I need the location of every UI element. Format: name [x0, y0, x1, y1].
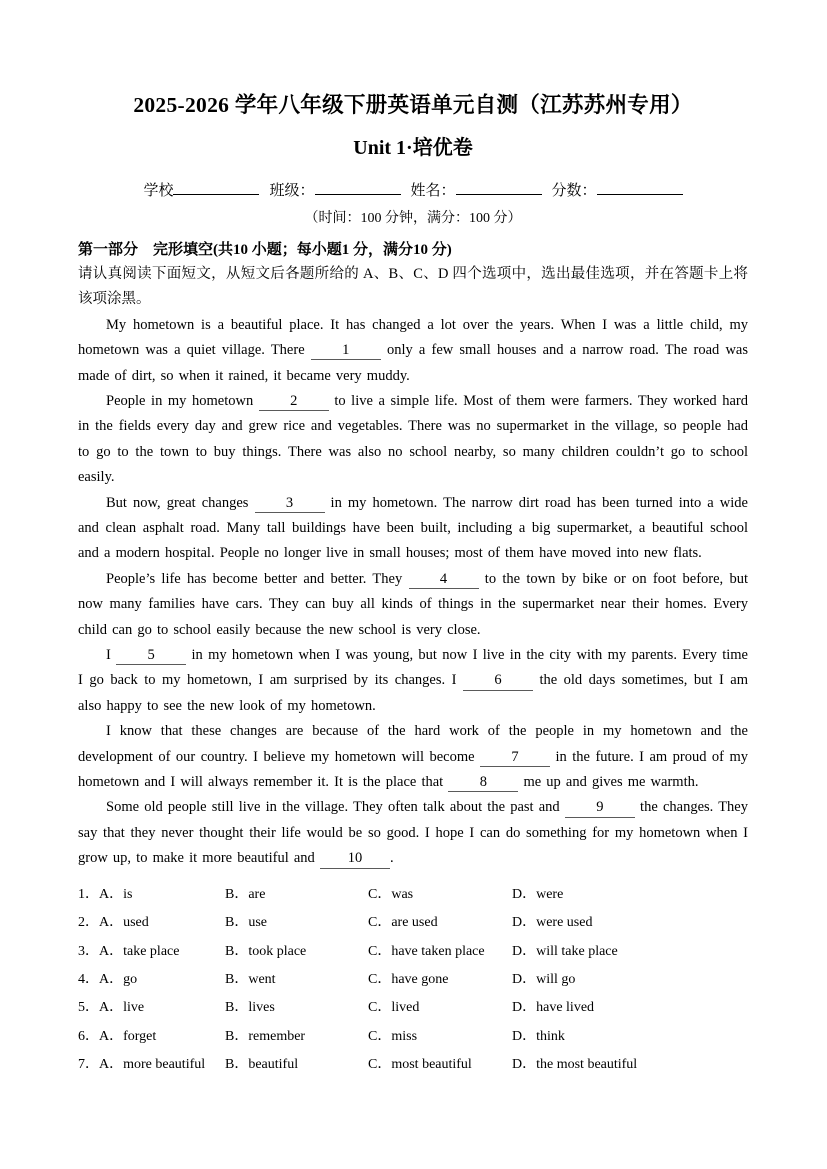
form-field-blank [173, 179, 259, 195]
question-row-1 [78, 879, 748, 907]
form-field [411, 179, 542, 200]
question-1-option-a: 1．A．is [78, 886, 133, 902]
cloze-blank-5: 5 [116, 647, 186, 665]
question-4-option-b: B．went [225, 971, 276, 987]
question-6-option-b: B．remember [225, 1028, 306, 1044]
page-title: 2025-2026 学年八年级下册英语单元自测（江苏苏州专用） [133, 93, 693, 117]
passage-paragraph: I know that these changes are because of the hard work of the people in my hometown and the development of our country. I believe my hometown will become 7 in the future. I am proud of my hometown and I will always remember it. It is the place that 8 me up and gives me warmth. [78, 719, 748, 795]
question-row-6 [78, 1021, 748, 1049]
passage-paragraph: My hometown is a beautiful place. It has changed a lot over the years. When I was a little child, my hometown was a quiet village. There 1 only a few small houses and a narrow road. The road was made of dirt, so when it rained, it became very muddy. [78, 316, 748, 384]
page-subtitle: Unit 1·培优卷 [353, 136, 473, 159]
form-field-blank [315, 179, 401, 195]
form-field [143, 179, 259, 200]
question-6-option-a: 6．A．forget [78, 1028, 157, 1044]
question-1-option-d: D．were [512, 886, 564, 902]
section-heading: 第一部分 完形填空(共10 小题；每小题1 分，满分10 分) [78, 241, 452, 258]
question-7-option-a: 7．A．more beautiful [78, 1057, 206, 1073]
cloze-blank-1: 1 [311, 342, 381, 360]
exam-time-score-info: （时间：100 分钟，满分：100 分） [304, 210, 522, 226]
question-5-option-b: B．lives [225, 1000, 275, 1016]
question-5-option-a: 5．A．live [78, 1000, 145, 1016]
question-3-option-c: C．have taken place [368, 943, 485, 959]
cloze-blank-6: 6 [463, 672, 533, 690]
question-4-option-a: 4．A．go [78, 971, 138, 987]
question-5-option-c: C．lived [368, 1000, 420, 1016]
passage-paragraph: Some old people still live in the village. They often talk about the past and 9 the changes. They say that they never thought their life would be so good. I hope I can do something for my hometown when I grow up, to make it more beautiful and 10 . [78, 795, 748, 871]
question-4-option-d: D．will go [512, 971, 576, 987]
cloze-passage [78, 313, 748, 872]
form-field-label: 学校 [143, 182, 174, 199]
cloze-blank-3: 3 [255, 495, 325, 513]
form-field-label: 班级： [269, 182, 315, 199]
question-list [78, 879, 748, 1078]
section-instructions: 请认真阅读下面短文，从短文后各题所给的 A、B、C、D 四个选项中，选出最佳选项，并在答题卡上将该项涂黑。 [78, 265, 748, 308]
form-field-blank [456, 179, 542, 195]
form-field [552, 179, 683, 200]
form-field-blank [597, 179, 683, 195]
student-info-line [78, 179, 748, 200]
cloze-blank-9: 9 [565, 799, 635, 817]
cloze-blank-10: 10 [320, 850, 390, 868]
cloze-blank-4: 4 [409, 571, 479, 589]
question-row-2 [78, 907, 748, 935]
passage-paragraph: I 5 in my hometown when I was young, but now I live in the city with my parents. Every time I go back to my hometown, I am surprised by its changes. I 6 the old days sometimes, but I am also happy to see the new look of my hometown. [78, 646, 748, 714]
question-1-option-c: C．was [368, 886, 414, 902]
question-row-3 [78, 935, 748, 963]
question-3-option-b: B．took place [225, 943, 307, 959]
form-field-label: 分数： [551, 182, 597, 199]
cloze-blank-8: 8 [448, 774, 518, 792]
question-3-option-d: D．will take place [512, 943, 618, 959]
question-2-option-c: C．are used [368, 915, 438, 931]
cloze-blank-7: 7 [480, 749, 550, 767]
question-6-option-c: C．miss [368, 1028, 418, 1044]
question-2-option-d: D．were used [512, 915, 593, 931]
form-field-label: 姓名： [410, 182, 456, 199]
cloze-blank-2: 2 [259, 393, 329, 411]
question-row-5 [78, 992, 748, 1020]
question-6-option-d: D．think [512, 1028, 565, 1044]
question-5-option-d: D．have lived [512, 1000, 595, 1016]
question-row-4 [78, 964, 748, 992]
passage-paragraph: People in my hometown 2 to live a simple life. Most of them were farmers. They worked hard in the fields every day and grew rice and vegetables. There was no supermarket in the village, so people had to go to the town to buy things. There was also no school nearby, so many children couldn’t go to school easily. [78, 392, 748, 486]
question-7-option-b: B．beautiful [225, 1057, 299, 1073]
question-1-option-b: B．are [225, 886, 266, 902]
question-row-7 [78, 1049, 748, 1077]
form-field [269, 179, 400, 200]
question-7-option-c: C．most beautiful [368, 1057, 472, 1073]
question-2-option-b: B．use [225, 915, 267, 931]
passage-paragraph: People’s life has become better and better. They 4 to the town by bike or on foot before, but now many families have cars. They can buy all kinds of things in the supermarket near their homes. Every child can go to school easily because the new school is very close. [78, 570, 748, 638]
question-7-option-d: D．the most beautiful [512, 1057, 638, 1073]
passage-paragraph: But now, great changes 3 in my hometown. The narrow dirt road has been turned into a wide and clean asphalt road. Many tall buildings have been built, including a big supermarket, a beautiful school and a modern hospital. People no longer live in small houses; most of them have moved into new flats. [78, 494, 748, 562]
question-2-option-a: 2．A．used [78, 915, 149, 931]
question-4-option-c: C．have gone [368, 971, 449, 987]
question-3-option-a: 3．A．take place [78, 943, 180, 959]
